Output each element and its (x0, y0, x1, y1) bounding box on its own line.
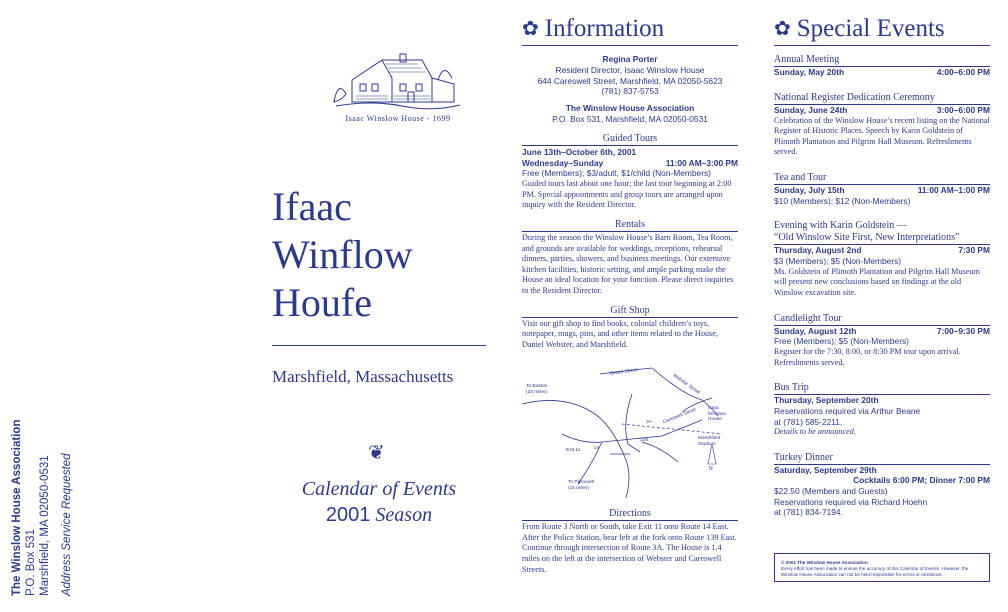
heading-text: Special Events (796, 15, 945, 42)
event-time: 11:00 AM–1:00 PM (917, 184, 990, 195)
map-roads (522, 364, 738, 504)
disclaimer-text: Every effort has been made to ensure the accuracy of this Calendar of Events. However, the Winslow House Association can not be held responsible for errors or omissions. (781, 565, 969, 577)
event-date: Thursday, September 20th (774, 395, 879, 406)
event-subtitle: “Old Winslow Site First, New Interpretations” (774, 232, 960, 244)
event-description: Celebration of the Winslow House’s recent listing on the National Register of Historic Places. Speech by Karin Goldstein of Plimoth Plantation and Pilgrim Hall Museum. Refreshments served. (774, 115, 990, 157)
tours-dates: June 13th–October 6th, 2001 (522, 146, 637, 157)
season-label: Season (375, 504, 433, 526)
event-date: Sunday, August 12th (774, 325, 857, 336)
event-schedule: Cocktails 6:00 PM; Dinner 7:00 PM (853, 475, 990, 486)
rentals-title: Rentals (615, 218, 645, 230)
event-title: National Register Dedication Ceremony (774, 91, 935, 103)
house-illustration (332, 50, 462, 110)
event-fee: Free (Members); $5 (Non-Members) (774, 336, 909, 347)
cover-title (272, 183, 413, 327)
information-column (522, 14, 738, 575)
event-note: Reservations required via Richard Hoehn (774, 496, 928, 507)
directions-map (522, 364, 738, 504)
event-item (774, 54, 990, 78)
event-date: Saturday, September 29th (774, 464, 877, 475)
calendar-label: Calendar of Events (301, 478, 457, 500)
event-details: Details to be announced. (774, 427, 856, 437)
contact-block (522, 54, 738, 125)
section-rule (522, 520, 738, 521)
tours-hours-row (522, 158, 738, 169)
events-column (774, 14, 990, 518)
event-item (774, 172, 990, 206)
event-time: 7:30 PM (958, 245, 990, 256)
map-label: 14 (594, 446, 600, 452)
tours-title: Guided Tours (602, 132, 658, 144)
heading-rule (774, 45, 990, 46)
event-date-row (774, 244, 990, 256)
event-description: Ms. Goldstein of Plimoth Plantation and Pilgrim Hall Museum will present new conclusions based on findings at the old Winslow excavation site. (774, 266, 980, 297)
mailing-city: Marshfield, MA 02050-0531 (39, 455, 51, 596)
event-note: at (781) 585-2211. (774, 416, 843, 427)
heading-text: Information (544, 15, 665, 42)
event-date: Sunday, June 24th (774, 104, 848, 115)
map-label: 139 (640, 438, 649, 444)
section-rule (522, 231, 738, 232)
map-label: Careswell Street (662, 407, 697, 426)
event-item (774, 382, 990, 438)
mailing-notice: Address Service Requested (61, 453, 73, 596)
event-title: Evening with Karin Goldstein — (774, 220, 907, 232)
mailing-org: The Winslow House Association (11, 419, 23, 596)
contact-phone: (781) 837-5753 (601, 86, 659, 97)
tours-hours: 11:00 AM–3:00 PM (665, 157, 738, 168)
directions-text: From Route 3 North or South, take Exit 11 onto Route 14 East. After the Police Station, bear left at the fork onto Route 139 East. Continue through intersection of Route 3A. The House is 1.4 miles on the left at the intersection of Webster and Careswell Streets. (522, 522, 737, 574)
season-year: 2001 (325, 504, 371, 526)
event-fee: $10 (Members); $12 (Non-Members) (774, 195, 911, 206)
contact-address: 644 Careswell Street, Marshfield, MA 02050-5623 (537, 75, 723, 86)
fleuron-icon: ✿ (774, 18, 791, 40)
association-address: P.O. Box 531, Marshfield, MA 02050-0531 (552, 113, 708, 124)
event-date: Sunday, July 15th (774, 184, 845, 195)
event-title: Candlelight Tour (774, 312, 842, 324)
mailing-panel (0, 0, 100, 612)
map-label: Exit 11 (566, 448, 581, 454)
title-line: Ifaac (272, 184, 352, 229)
event-time: 3:00–6:00 PM (936, 104, 990, 115)
event-date-row (774, 394, 990, 406)
season-line (262, 502, 496, 528)
map-label: To Plymouth (15 miles) (568, 480, 595, 491)
tours-days: Wednesday–Sunday (522, 157, 604, 168)
event-time: 4:00–6:00 PM (936, 67, 990, 77)
tours-fees: Free (Members); $3/adult, $1/child (Non-Members) (522, 168, 711, 179)
ornament-icon: ❦ (368, 442, 385, 464)
event-note: at (781) 834-7194. (774, 507, 843, 518)
title-line: Winflow (272, 232, 413, 277)
map-label: Green Street (609, 368, 638, 378)
section-rule (522, 317, 738, 318)
disclaimer-box (774, 553, 990, 582)
rentals-text: During the season the Winslow House’s Barn Room, Tea Room, and grounds are available for weddings, receptions, rehearsal dinners, parties, showers, and business meetings. Our extensive kitchen facilities, historic setting, and ample parking make the House an ideal location for your function. Please direct inquiries to the Resident Director. (522, 232, 734, 295)
mailing-address-block (10, 420, 74, 596)
event-fee: $3 (Members); $5 (Non-Members) (774, 256, 902, 267)
gift-title: Gift Shop (610, 304, 650, 316)
fleuron-icon: ✿ (522, 18, 539, 40)
event-date-row (774, 184, 990, 196)
house-caption: Isaac Winslow House - 1699 (345, 114, 451, 123)
map-label: To Boston (24 miles) (526, 384, 548, 395)
map-label: Webster Street (671, 373, 701, 396)
event-date: Thursday, August 2nd (774, 245, 862, 256)
information-heading (522, 14, 738, 44)
tours-text: Guided tours last about one hour; the last tour beginning at 2:00 PM. Special appointments and group tours are arranged upon inquiry with the Resident Director. (522, 179, 732, 210)
directions-title: Directions (609, 508, 651, 520)
map-label: Marshfield Stadium (698, 436, 721, 447)
calendar-title (262, 476, 496, 528)
copyright-line: © 2001 The Winslow House Association (781, 560, 868, 565)
event-item (774, 452, 990, 518)
event-item (774, 220, 990, 298)
event-title: Annual Meeting (774, 54, 840, 65)
event-title: Tea and Tour (774, 171, 827, 183)
town-subtitle: Marshfield, Massachusetts (272, 367, 454, 386)
event-date-row (774, 464, 990, 476)
section-rule (522, 145, 738, 146)
event-date-row (774, 104, 990, 116)
event-time: 7:00–9:30 PM (936, 325, 990, 336)
association-name: The Winslow House Association (565, 103, 695, 114)
contact-role: Resident Director, Isaac Winslow House (555, 64, 705, 75)
cover-panel (262, 0, 502, 612)
title-line: Houfe (272, 280, 372, 325)
mailing-box: P.O. Box 531 (25, 529, 37, 596)
event-title: Turkey Dinner (774, 451, 833, 463)
contact-name: Regina Porter (602, 54, 658, 64)
map-label: Isaac Winslow House (708, 406, 726, 423)
event-note: Reservations required via Arthur Beane (774, 405, 921, 416)
events-heading (774, 14, 990, 44)
event-item (774, 92, 990, 158)
north-arrow-icon: N (709, 466, 713, 473)
event-title: Bus Trip (774, 382, 809, 394)
event-item (774, 313, 990, 369)
gift-text: Visit our gift shop to find books, colonial children’s toys, notepaper, mugs, pins, and other items related to the House, Daniel Webster, and Marshfield. (522, 318, 718, 349)
event-date: Sunday, May 20th (774, 67, 845, 77)
event-date-row (774, 66, 990, 78)
event-date-row (774, 325, 990, 337)
event-description: Register for the 7:30, 8:00, or 8:30 PM tour upon arrival. Refreshments served. (774, 346, 961, 367)
map-label: 3A (646, 420, 652, 426)
title-divider (272, 345, 486, 346)
event-fee: $22.50 (Members and Guests) (774, 486, 888, 497)
heading-rule (522, 45, 738, 46)
